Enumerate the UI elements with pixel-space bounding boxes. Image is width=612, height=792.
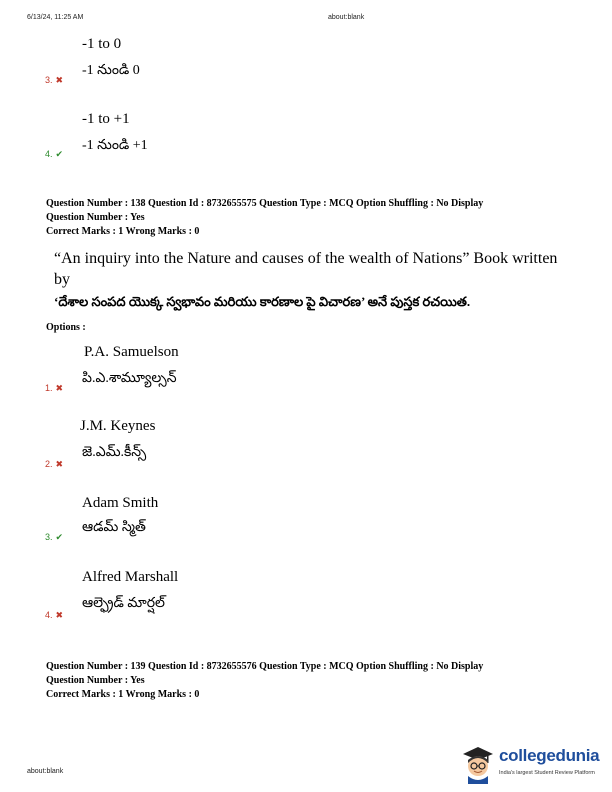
print-datetime: 6/13/24, 11:25 AM: [27, 14, 84, 21]
option-text-en: Alfred Marshall: [82, 569, 179, 585]
option-text-en: Adam Smith: [82, 495, 159, 511]
option-number: 1. ✖: [45, 383, 64, 393]
question-text-te: ‘దేశాల సంపద యొక్క స్వభావం మరియు కారణాల పై విచారణ’ అనే పుస్తక రచయిత.: [54, 294, 471, 309]
collegedunia-logo: [455, 742, 605, 787]
option-text-te: ఆడమ్ స్మిత్: [82, 520, 146, 535]
brand-tagline: India's largest Student Review Platform: [499, 770, 595, 776]
option-number: 4. ✔: [45, 149, 64, 159]
option-text-te: -1 నుండి 0: [82, 63, 140, 78]
print-footer-url: about:blank: [27, 768, 64, 775]
option-number: 2. ✖: [45, 459, 64, 469]
option-text-en: -1 to +1: [82, 111, 130, 127]
print-page-title: about:blank: [328, 14, 365, 21]
cross-icon: ✖: [55, 610, 64, 620]
option-text-en: J.M. Keynes: [80, 418, 156, 434]
cross-icon: ✖: [55, 459, 64, 469]
options-label: Options :: [46, 322, 86, 333]
question-meta: Question Number : 139 Question Id : 8732655576 Question Type : MCQ Option Shuffling : No Display Question Number : Yes Correct Marks : 1 Wrong Marks : 0: [46, 661, 484, 700]
option-text-en: P.A. Samuelson: [84, 344, 179, 360]
cross-icon: ✖: [55, 383, 64, 393]
option-text-te: పి.ఎ.శామ్యూల్సన్: [82, 371, 177, 386]
option-text-en: -1 to 0: [82, 36, 122, 52]
cross-icon: ✖: [55, 75, 64, 85]
brand-name: collegedunia: [499, 746, 600, 765]
check-icon: ✔: [55, 532, 64, 542]
option-number: 3. ✔: [45, 532, 64, 542]
option-text-te: -1 నుండి +1: [82, 138, 148, 153]
question-text-en: “An inquiry into the Nature and causes of the wealth of Nations” Book written by: [54, 250, 558, 288]
option-number: 3. ✖: [45, 75, 64, 85]
check-icon: ✔: [55, 149, 64, 159]
option-number: 4. ✖: [45, 610, 64, 620]
option-text-te: ఆల్ఫ్రెడ్ మార్షల్: [82, 596, 165, 611]
question-meta: Question Number : 138 Question Id : 8732655575 Question Type : MCQ Option Shuffling : No Display Question Number : Yes Correct Marks : 1 Wrong Marks : 0: [46, 198, 484, 237]
option-text-te: జె.ఎమ్.కీన్స్: [82, 445, 147, 460]
mascot-icon: [461, 744, 495, 784]
